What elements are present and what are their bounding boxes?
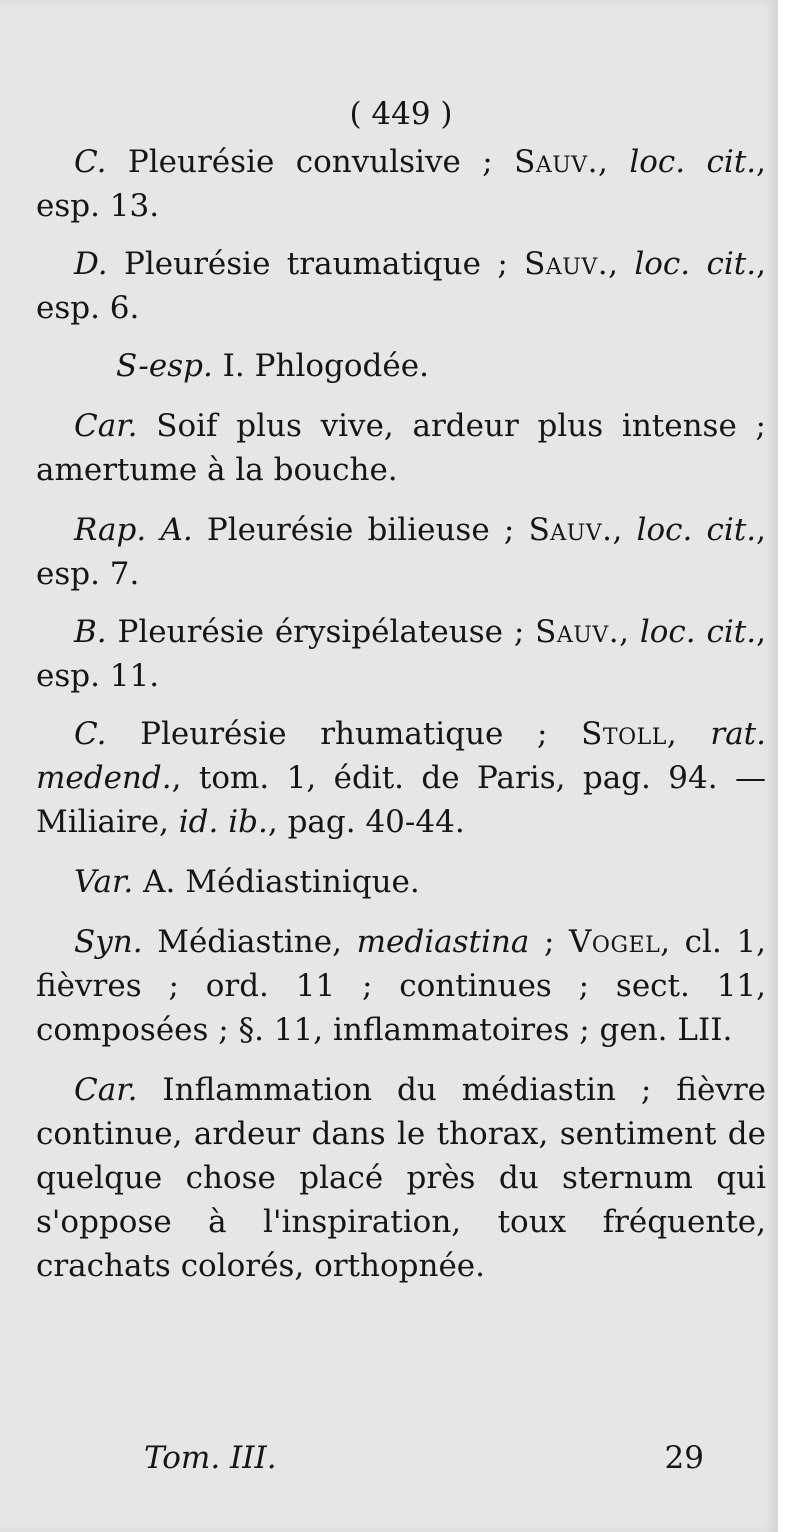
entry-label: Car. bbox=[74, 1072, 138, 1108]
entry-c-rhumatique: C. Pleurésie rhumatique ; Stoll, rat. medend., tom. 1, édit. de Paris, pag. 94. — Miliaire, id. ib., pag. 40-44. bbox=[36, 716, 766, 840]
entry-label: C. bbox=[74, 144, 107, 180]
entry-b-erysipelateuse: B. Pleurésie érysipélateuse ; Sauv., loc. cit., esp. 11. bbox=[36, 614, 766, 694]
entry-rap-a-bilieuse: Rap. A. Pleurésie bilieuse ; Sauv., loc. cit., esp. 7. bbox=[36, 512, 766, 592]
subspecies-heading: S-esp. I. Phlogodée. bbox=[116, 348, 429, 384]
entry-label: C. bbox=[74, 716, 107, 752]
synonym-mediastine: Syn. Médiastine, mediastina ; Vogel, cl. 1, fièvres ; ord. 11 ; continues ; sect. 11, composées ; §. 11, inflammatoires ; gen. LII. bbox=[36, 924, 766, 1048]
characteristics-phlogodee: Car. Soif plus vive, ardeur plus intense ; amertume à la bouche. bbox=[36, 408, 766, 488]
entry-label: B. bbox=[74, 614, 107, 650]
entry-label: D. bbox=[74, 246, 108, 282]
entry-c-convulsive: C. Pleurésie convulsive ; Sauv., loc. cit., esp. 13. bbox=[36, 144, 766, 224]
page-number: ( 449 ) bbox=[349, 96, 453, 132]
page-footer bbox=[144, 1440, 704, 1476]
variety-heading: Var. A. Médiastinique. bbox=[74, 864, 420, 900]
entry-label: Rap. A. bbox=[74, 512, 193, 548]
volume-mark: Tom. III. bbox=[144, 1440, 277, 1476]
entry-label: Syn. bbox=[74, 924, 143, 960]
entry-label: Car. bbox=[74, 408, 138, 444]
entry-label: Var. bbox=[74, 864, 134, 900]
page-content bbox=[36, 92, 766, 1304]
entry-label: S-esp. bbox=[116, 348, 213, 384]
page-edge bbox=[778, 0, 800, 1532]
characteristics-mediastinique: Car. Inflammation du médiastin ; fièvre continue, ardeur dans le thorax, sentiment de quelque chose placé près du sternum qui s'oppose à l'inspiration, toux fréquente, crachats colorés, orthopnée. bbox=[36, 1072, 767, 1284]
signature-mark: 29 bbox=[664, 1440, 704, 1476]
entry-d-traumatique: D. Pleurésie traumatique ; Sauv., loc. cit., esp. 6. bbox=[36, 246, 766, 326]
